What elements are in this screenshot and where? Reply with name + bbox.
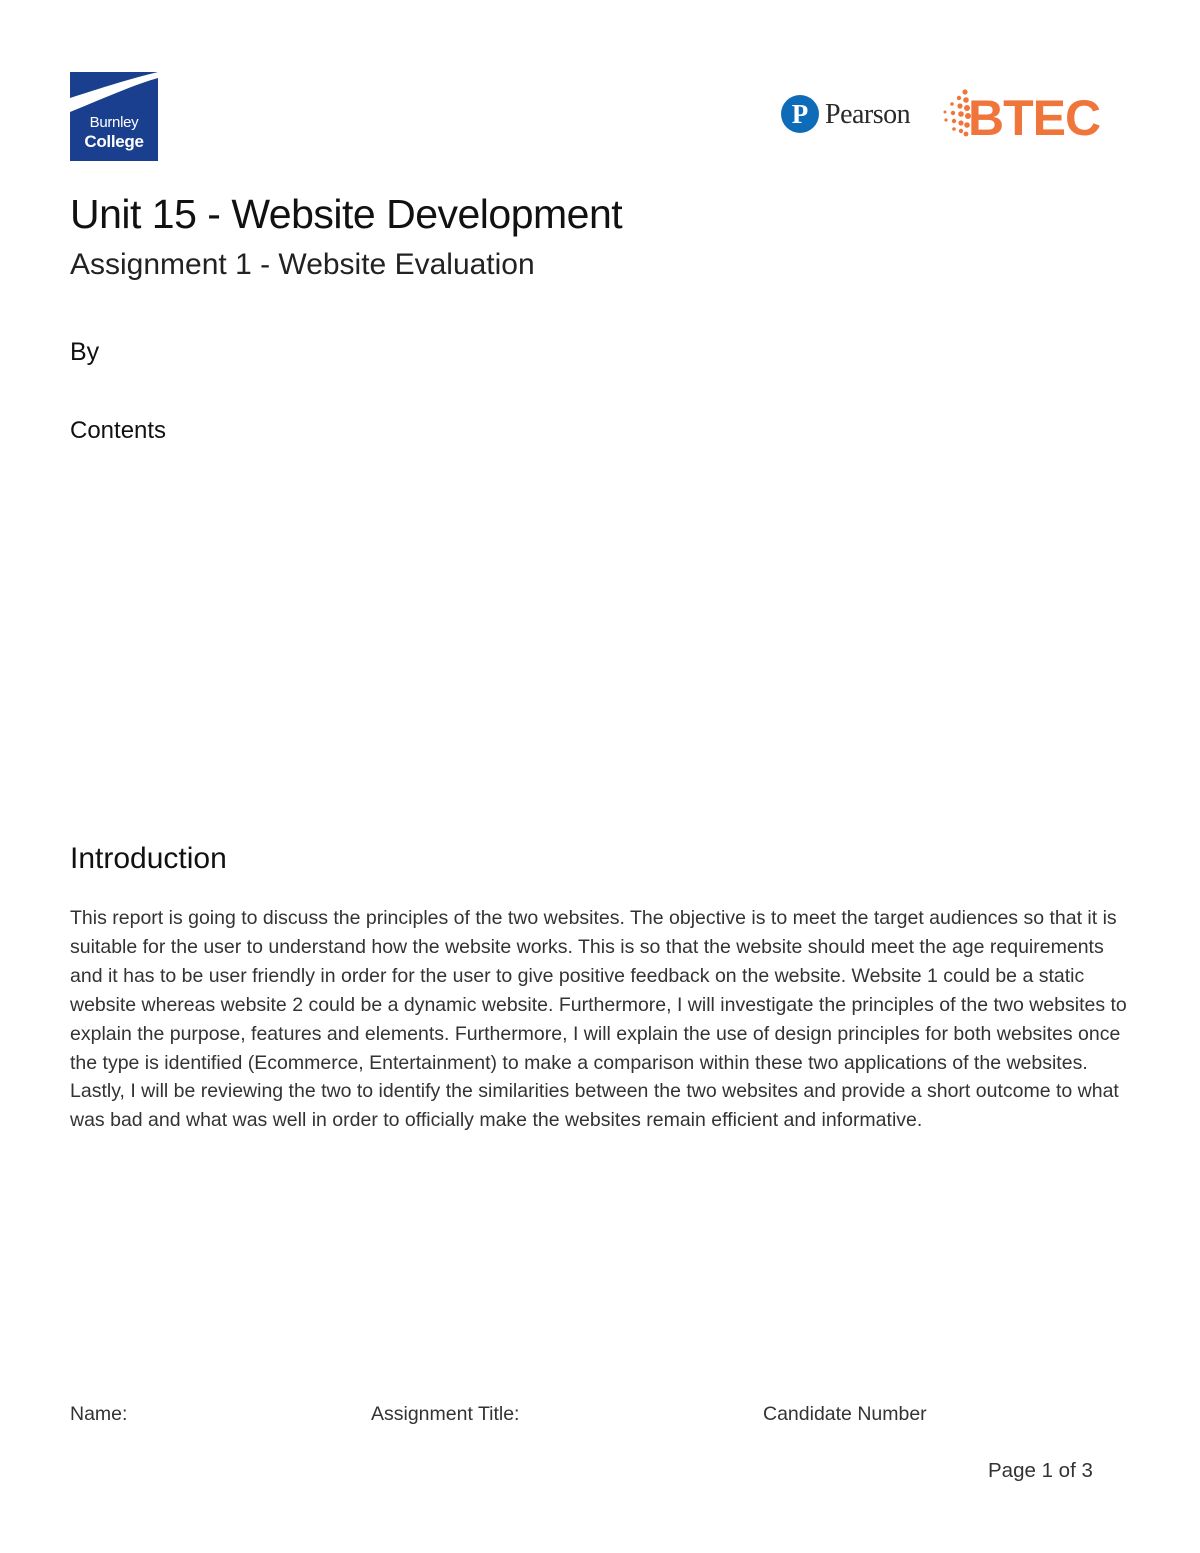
pearson-icon-letter: P — [791, 99, 809, 129]
college-logo-line2: College — [84, 132, 144, 151]
pearson-logo-icon — [781, 95, 819, 133]
introduction-heading: Introduction — [70, 842, 227, 875]
btec-wordmark: BTEC — [968, 90, 1101, 146]
document-subtitle: Assignment 1 - Website Evaluation — [70, 248, 535, 281]
burnley-college-logo — [70, 72, 158, 161]
footer-assignment-title-label: Assignment Title: — [371, 1403, 520, 1425]
footer-candidate-number-label: Candidate Number — [763, 1403, 927, 1425]
footer-name-label: Name: — [70, 1403, 128, 1425]
pearson-wordmark: Pearson — [825, 99, 911, 130]
author-label: By — [70, 338, 100, 366]
college-logo-line1: Burnley — [89, 114, 139, 131]
contents-heading: Contents — [70, 417, 167, 444]
btec-dots-icon — [938, 88, 972, 138]
page-indicator: Page 1 of 3 — [988, 1459, 1093, 1482]
introduction-body: This report is going to discuss the principles of the two websites. The objective is to meet the target audiences so that it is suitable for the user to understand how the website works. This is so that the website should meet the age requirements and it has to be user friendly in order for the user to give positive feedback on the website. Website 1 could be a static website whereas website 2 could be a dynamic website. Furthermore, I will investigate the principles of the two websites to explain the purpose, features and elements. Furthermore, I will explain the use of design principles for both websites once the type is identified (Ecommerce, Entertainment) to make a comparison within these two applications of the websites. Lastly, I will be reviewing the two to identify the similarities between the two websites and provide a short outcome to what was bad and what was well in order to officially make the websites remain efficient and informative. — [70, 907, 1127, 1132]
logo-swoosh-icon — [70, 72, 158, 112]
document-title: Unit 15 - Website Development — [70, 191, 623, 237]
